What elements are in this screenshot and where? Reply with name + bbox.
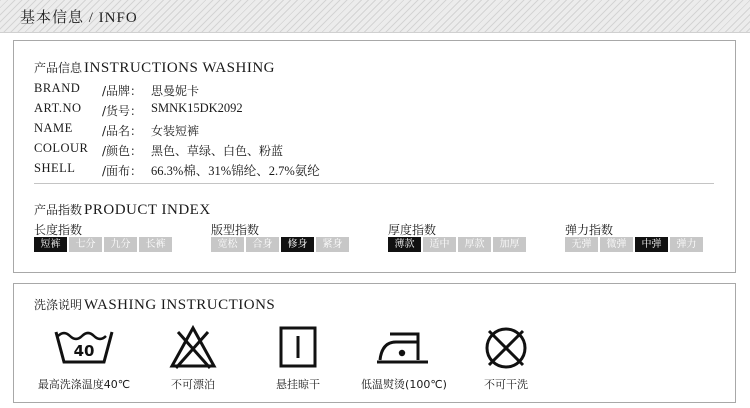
- wash-label: 悬挂晾干: [276, 378, 320, 391]
- info-key: COLOUR: [34, 141, 89, 155]
- washing-title-en: WASHING INSTRUCTIONS: [84, 297, 276, 313]
- info-key: ART.NO: [34, 101, 82, 115]
- info-label: /货号：: [102, 104, 143, 118]
- index-chip: 中弹: [635, 237, 668, 252]
- index-chip: 弹力: [670, 237, 703, 252]
- header-title: 基本信息 / INFO: [20, 10, 138, 26]
- index-chip: 厚款: [458, 237, 491, 252]
- wash-label: 不可漂泊: [171, 378, 215, 391]
- info-title-en: INSTRUCTIONS WASHING: [84, 60, 275, 76]
- info-value: 66.3%棉、31%锦纶、2.7%氨纶: [151, 164, 320, 178]
- index-chip: 无弹: [565, 237, 598, 252]
- index-name: 版型指数: [211, 223, 260, 237]
- index-scale: [211, 237, 351, 252]
- index-chip: 加厚: [493, 237, 526, 252]
- index-scale: [388, 237, 528, 252]
- info-value: SMNK15DK2092: [151, 101, 243, 115]
- index-chip: 紧身: [316, 237, 349, 252]
- index-chip: 合身: [246, 237, 279, 252]
- index-name: 弹力指数: [565, 223, 614, 237]
- wash-label: 低温熨烫(100℃): [361, 378, 447, 391]
- do-not-bleach-icon: [133, 324, 253, 374]
- info-key: BRAND: [34, 81, 81, 95]
- index-scale: [565, 237, 705, 252]
- hang-dry-icon: [238, 324, 358, 374]
- wash-temp-text: 40: [73, 342, 95, 360]
- index-title-cn: 产品指数: [34, 203, 83, 217]
- index-name: 厚度指数: [388, 223, 437, 237]
- wash-label: 不可干洗: [484, 378, 528, 391]
- info-section-title: [34, 59, 275, 77]
- info-value: 思曼妮卡: [151, 84, 200, 98]
- info-value: 女装短裤: [151, 124, 200, 138]
- do-not-dry-clean-icon: [446, 324, 566, 374]
- index-chip: 适中: [423, 237, 456, 252]
- info-label: /品名：: [102, 124, 143, 138]
- index-chip: 七分: [69, 237, 102, 252]
- index-chip: 长裤: [139, 237, 172, 252]
- index-chip: 修身: [281, 237, 314, 252]
- info-label: /面布：: [102, 164, 143, 178]
- info-key: NAME: [34, 121, 73, 135]
- header-bar: [0, 0, 750, 33]
- index-name: 长度指数: [34, 223, 83, 237]
- index-title-en: PRODUCT INDEX: [84, 202, 211, 218]
- info-title-cn: 产品信息: [34, 61, 83, 75]
- index-chip: 微弹: [600, 237, 633, 252]
- info-label: /品牌：: [102, 84, 143, 98]
- index-scale: [34, 237, 174, 252]
- wash-40-icon: [24, 324, 144, 374]
- product-info-panel: [13, 40, 736, 273]
- wash-label: 最高洗涤温度40℃: [37, 378, 131, 391]
- index-chip: 宽松: [211, 237, 244, 252]
- info-value: 黑色、草绿、白色、粉蓝: [151, 144, 284, 158]
- index-chip: 薄款: [388, 237, 421, 252]
- washing-panel: [13, 283, 736, 403]
- washing-title-cn: 洗涤说明: [34, 298, 83, 312]
- index-chip: 九分: [104, 237, 137, 252]
- info-divider: [34, 183, 714, 184]
- info-label: /颜色：: [102, 144, 143, 158]
- info-key: SHELL: [34, 161, 76, 175]
- washing-section-title: [34, 296, 275, 314]
- index-section-title: [34, 201, 211, 219]
- index-chip: 短裤: [34, 237, 67, 252]
